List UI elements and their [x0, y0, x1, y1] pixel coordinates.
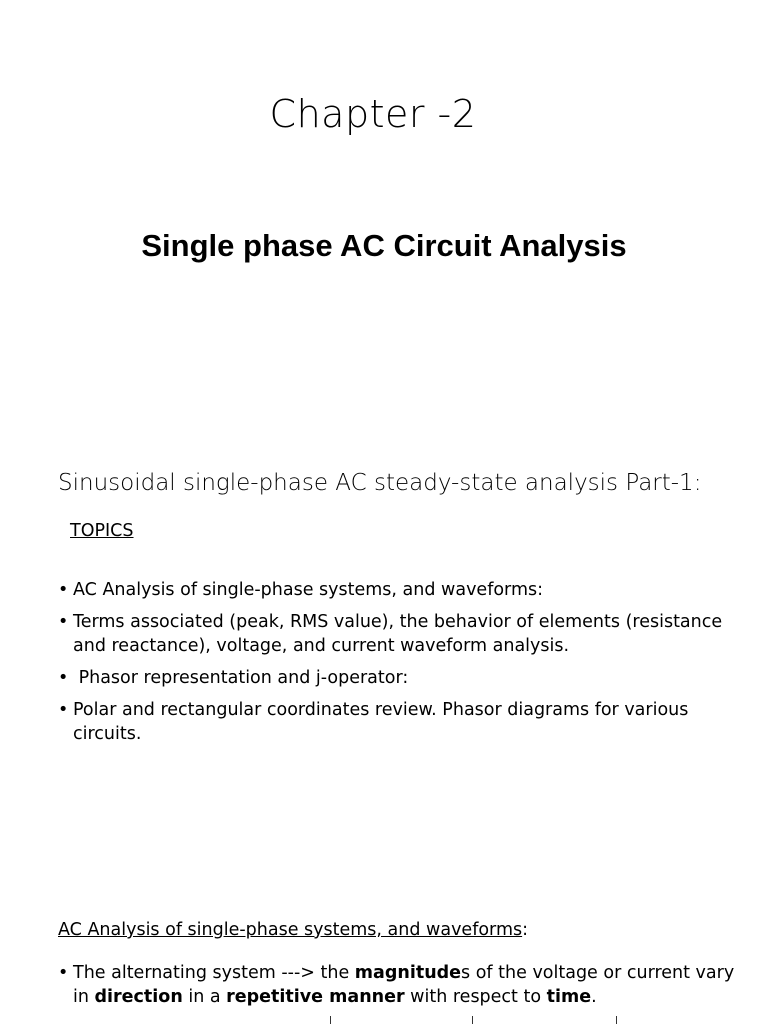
bullet-icon: • [58, 700, 69, 720]
topics-label: TOPICS [70, 521, 134, 541]
section-title: Sinusoidal single-phase AC steady-state analysis Part-1: [58, 470, 702, 496]
list-item: • AC Analysis of single-phase systems, and waveforms: [58, 580, 544, 600]
topics-list [58, 578, 748, 754]
subsection-heading: AC Analysis of single-phase systems, and waveforms: [58, 920, 529, 940]
bullet-icon: • [58, 668, 69, 688]
list-item: • Phasor representation and j-operator: [58, 668, 409, 688]
bullet-icon: • [58, 580, 69, 600]
chapter-title: Chapter -2 [269, 92, 477, 136]
bullet-icon: • [58, 612, 69, 632]
ac-analysis-list [58, 961, 748, 1017]
list-item: • The alternating system ---> the magnitudes of the voltage or current vary in direction in a repetitive manner with respect to time. [58, 963, 735, 1007]
document-title: Single phase AC Circuit Analysis [141, 228, 627, 263]
cropped-figure-mark [330, 1016, 331, 1024]
cropped-figure-mark [616, 1016, 617, 1024]
bullet-icon: • [58, 963, 69, 983]
cropped-figure-mark [472, 1016, 473, 1024]
list-item: • Polar and rectangular coordinates review. Phasor diagrams for various circuits. [58, 700, 689, 744]
list-item: • Terms associated (peak, RMS value), the behavior of elements (resistance and reactance), voltage, and current waveform analysis. [58, 612, 723, 656]
